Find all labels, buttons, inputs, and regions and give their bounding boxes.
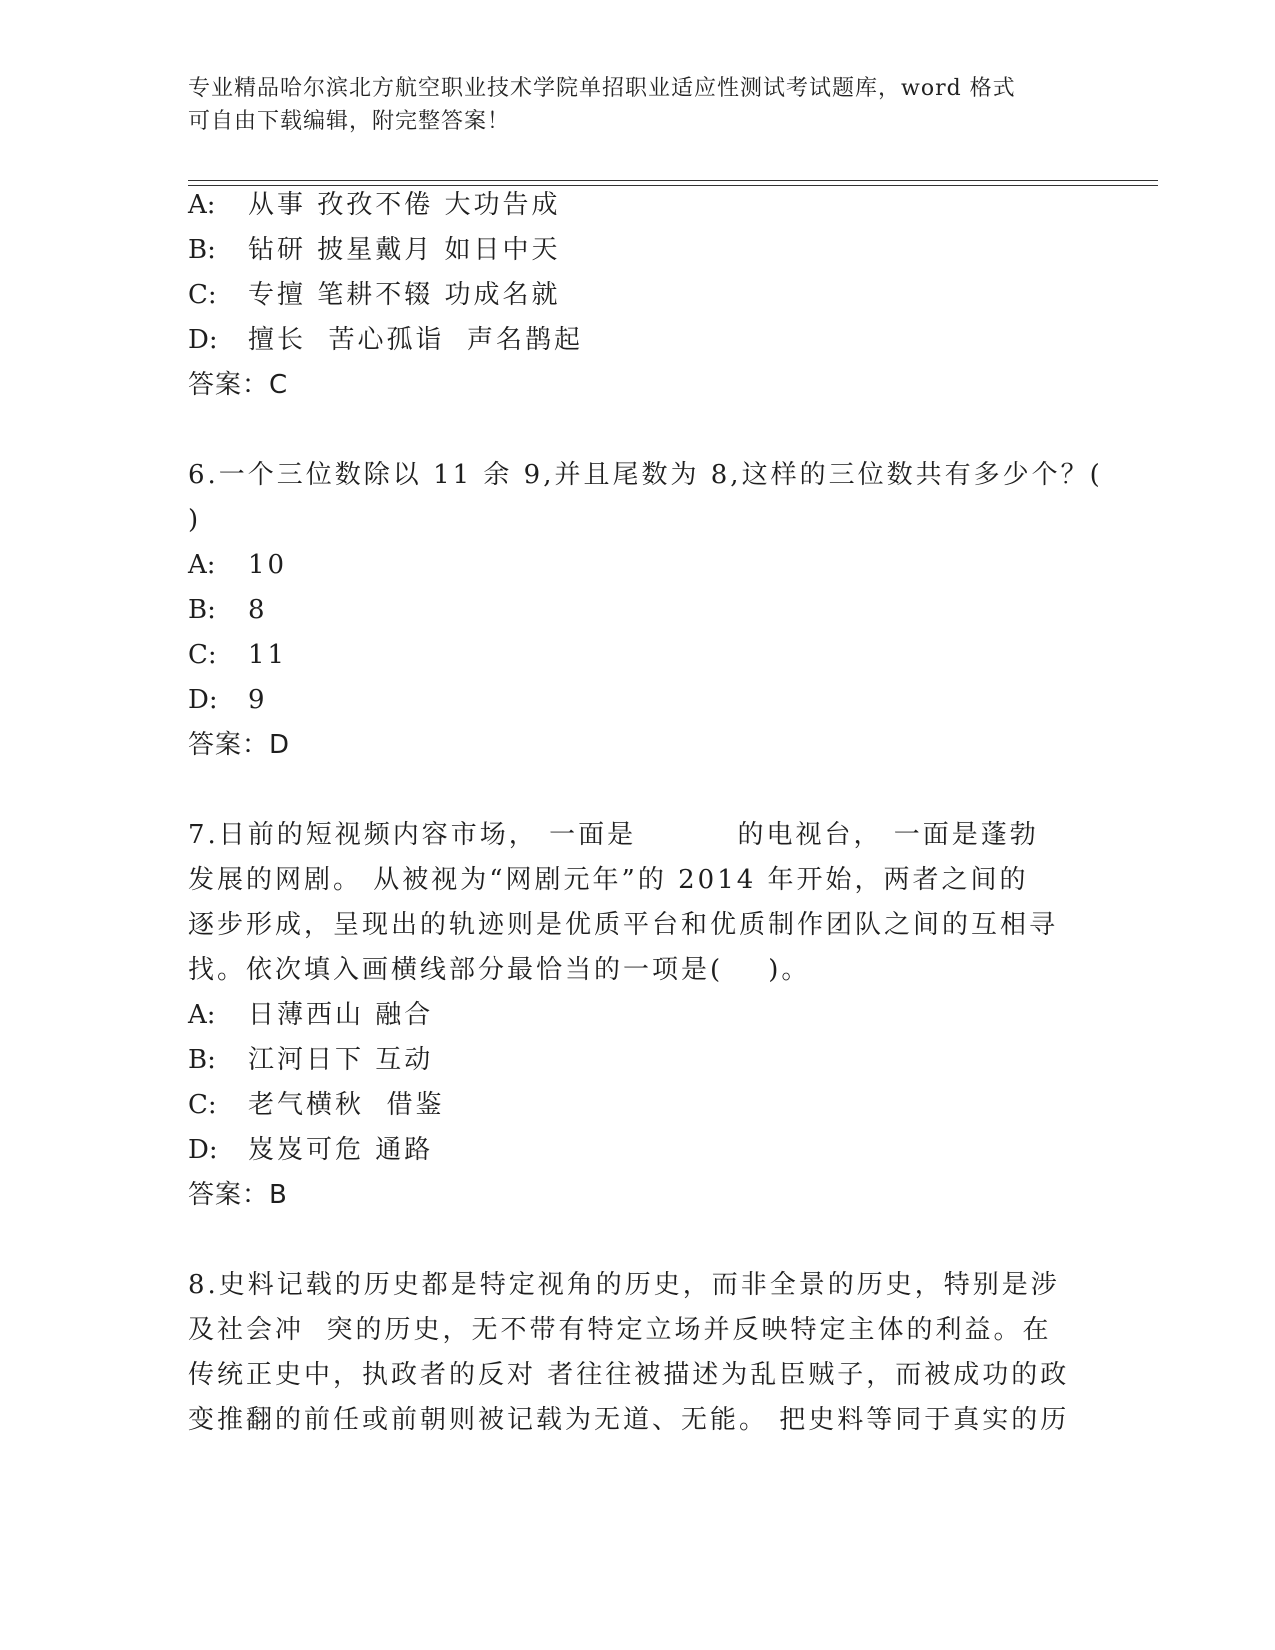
q7-answer: 答案：B <box>188 1180 288 1210</box>
q8-stem-line-4: 变推翻的前任或前朝则被记载为无道、无能。 把史料等同于真实的历 <box>188 1405 1070 1435</box>
q6-option-a <box>188 542 287 588</box>
option-letter: D: <box>188 1135 218 1165</box>
option-text: 9 <box>248 685 268 715</box>
q7-option-a <box>188 992 433 1038</box>
q7-option-c <box>188 1082 445 1128</box>
q5-answer: 答案：C <box>188 370 289 400</box>
q5-option-a <box>188 182 561 228</box>
q6-stem-line-2: ) <box>188 505 202 535</box>
option-text: 擅长 苦心孤诣 声名鹊起 <box>248 325 584 355</box>
option-letter: D: <box>188 685 218 715</box>
option-letter: B: <box>188 235 216 265</box>
option-letter: B: <box>188 595 216 625</box>
option-text: 10 <box>248 550 288 580</box>
header-line-1: 专业精品哈尔滨北方航空职业技术学院单招职业适应性测试考试题库，word 格式 <box>188 76 1016 101</box>
q8-stem-line-2: 及社会冲 突的历史，无不带有特定立场并反映特定主体的利益。在 <box>188 1315 1052 1345</box>
document-header <box>188 72 1088 138</box>
option-letter: A: <box>188 190 216 220</box>
q6-stem-line-1: 6.一个三位数除以 11 余 9,并且尾数为 8,这样的三位数共有多少个？( <box>188 460 1103 490</box>
q8-stem-line-1: 8.史料记载的历史都是特定视角的历史，而非全景的历史，特别是涉 <box>188 1270 1060 1300</box>
option-text: 钻研 披星戴月 如日中天 <box>248 235 561 265</box>
option-text: 老气横秋 借鉴 <box>248 1090 445 1120</box>
q7-stem-line-3: 逐步形成，呈现出的轨迹则是优质平台和优质制作团队之间的互相寻 <box>188 910 1059 940</box>
header-line-2: 可自由下载编辑，附完整答案！ <box>188 109 511 134</box>
q8-stem-line-3: 传统正史中，执政者的反对 者往往被描述为乱臣贼子，而被成功的政 <box>188 1360 1070 1390</box>
q6-option-b <box>188 587 268 633</box>
q5-option-c <box>188 272 561 318</box>
q5-option-b <box>188 227 561 273</box>
option-text: 专擅 笔耕不辍 功成名就 <box>248 280 561 310</box>
q7-stem-line-2: 发展的网剧。 从被视为“网剧元年”的 2014 年开始，两者之间的 <box>188 865 1029 895</box>
q5-option-d <box>188 317 583 363</box>
option-letter: C: <box>188 1090 217 1120</box>
q7-option-d <box>188 1127 433 1173</box>
option-text: 8 <box>248 595 268 625</box>
option-text: 从事 孜孜不倦 大功告成 <box>248 190 561 220</box>
q7-stem-line-1: 7.日前的短视频内容市场， 一面是 的电视台， 一面是蓬勃 <box>188 820 1039 850</box>
option-text: 江河日下 互动 <box>248 1045 434 1075</box>
option-text: 11 <box>248 640 288 670</box>
q7-option-b <box>188 1037 433 1083</box>
q6-answer: 答案：D <box>188 730 291 760</box>
option-text: 岌岌可危 通路 <box>248 1135 434 1165</box>
q7-stem-line-4: 找。依次填入画横线部分最恰当的一项是( )。 <box>188 955 811 985</box>
q6-option-c <box>188 632 287 678</box>
option-letter: C: <box>188 640 217 670</box>
option-letter: A: <box>188 1000 216 1030</box>
option-letter: B: <box>188 1045 216 1075</box>
q6-option-d <box>188 677 268 723</box>
option-letter: C: <box>188 280 217 310</box>
header-divider-top <box>188 180 1158 181</box>
option-letter: A: <box>188 550 216 580</box>
option-text: 日薄西山 融合 <box>248 1000 434 1030</box>
option-letter: D: <box>188 325 218 355</box>
